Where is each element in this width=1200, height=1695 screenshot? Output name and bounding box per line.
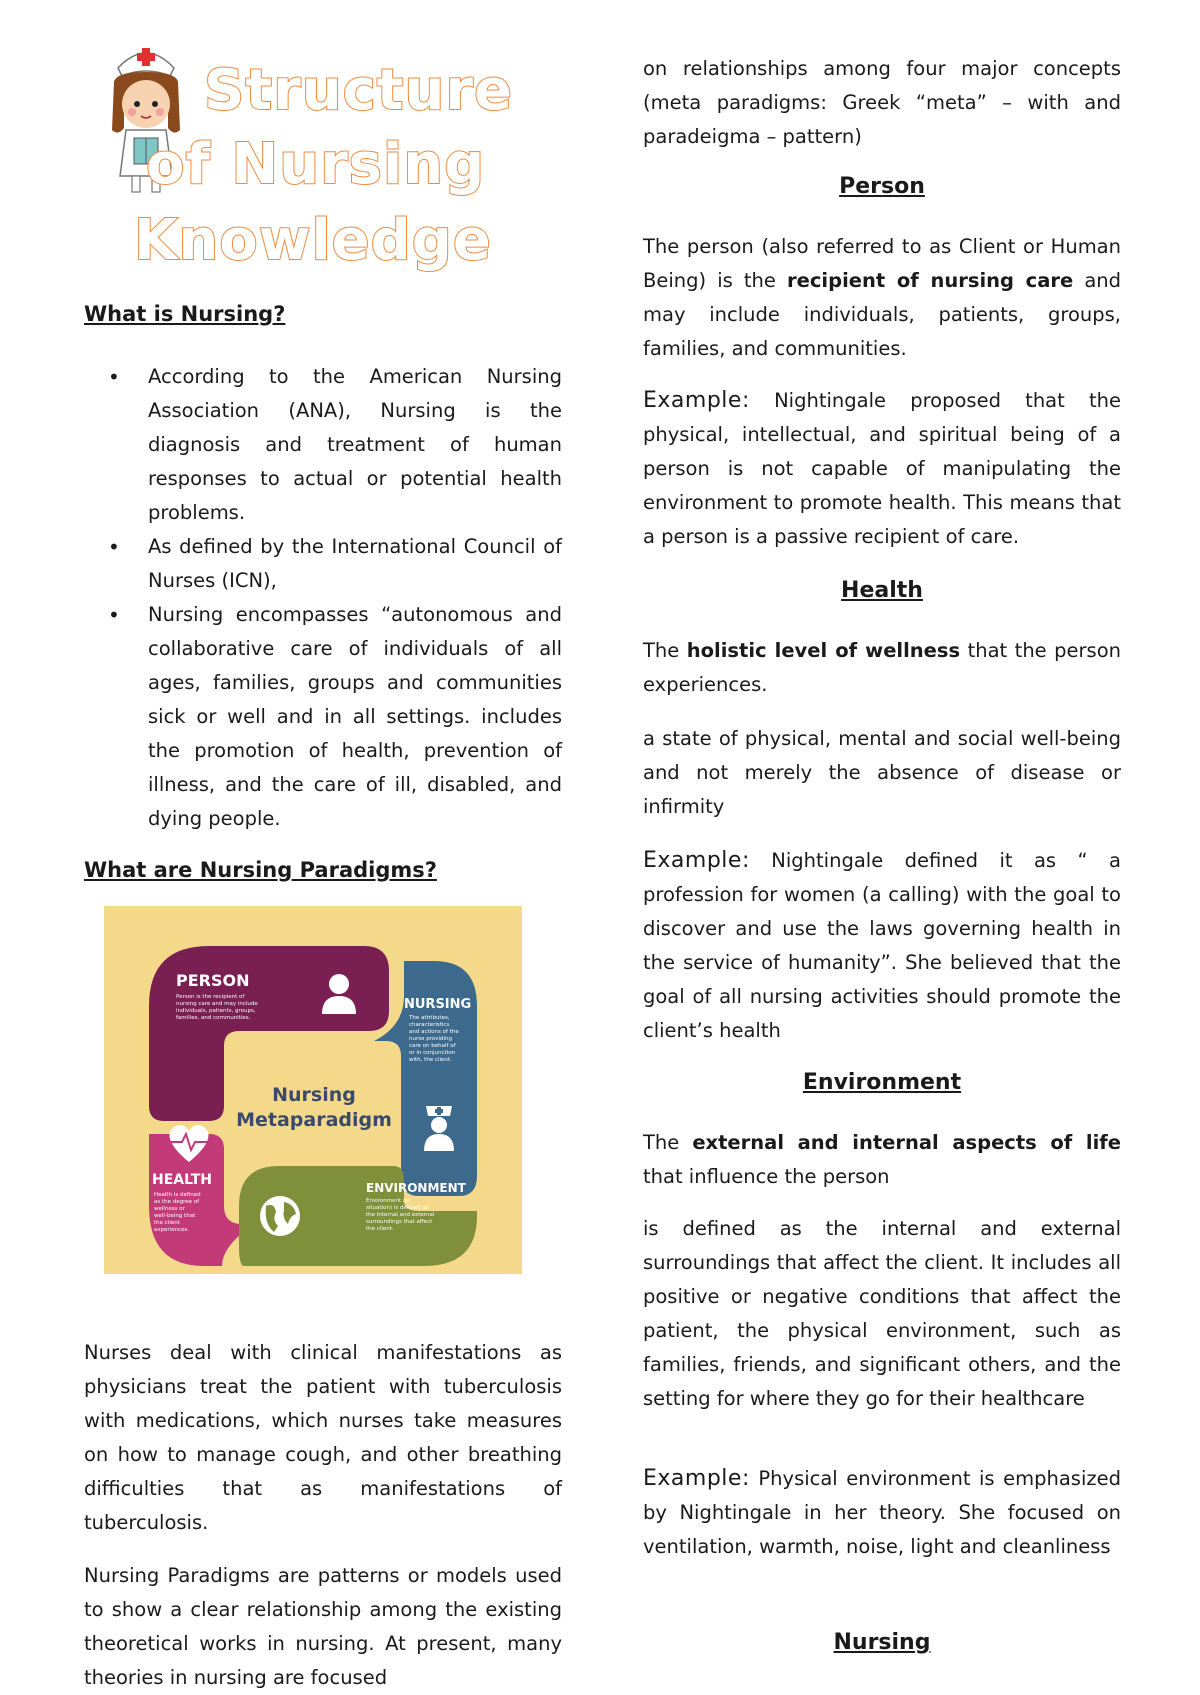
person-desc-line: families, and communities.: [176, 1015, 251, 1021]
metaparadigm-diagram: [104, 906, 522, 1274]
health-desc-line: well-being that: [154, 1213, 196, 1219]
nursing-desc-line: nurse providing: [409, 1036, 453, 1042]
list-item: • As defined by the International Council of Nurses (ICN),: [84, 530, 562, 598]
nursing-desc-line: The attributes,: [409, 1015, 450, 1021]
paragraph-health-example: [643, 844, 1121, 1048]
health-desc-line: Health is defined: [154, 1192, 201, 1198]
metaparadigm-figure: [104, 906, 522, 1274]
env-def-text: that influence the person: [643, 1165, 890, 1188]
example-text: Nightingale proposed that the physical, intellectual, and spiritual being of a person is not capable of manipulating the environment to promote health. This means that a person is a passive recipient of care.: [643, 389, 1121, 548]
health-def-text: that the person experiences.: [643, 639, 1121, 696]
paragraph-intro: on relationships among four major concepts (meta paradigms: Greek “meta” – with and paradeigma – pattern): [643, 57, 1121, 148]
list-item: • According to the American Nursing Association (ANA), Nursing is the diagnosis and treatment of human responses to actual or potential health problems.: [84, 360, 562, 530]
heading-environment: Environment: [802, 1070, 962, 1095]
health-def-text: The: [643, 639, 687, 662]
heading-what-is-nursing: What is Nursing?: [84, 302, 286, 326]
health-label: HEALTH: [152, 1172, 212, 1188]
environment-desc-line: situation) is defined as: [366, 1205, 429, 1211]
example-label: Example:: [643, 848, 750, 873]
heading-nursing-paradigms: What are Nursing Paradigms?: [84, 858, 437, 882]
paragraph-person-example: [643, 384, 1121, 554]
paragraph-clinical-manifestations: Nurses deal with clinical manifestations as physicians treat the patient with tuberculosis with medications, which nurses take measures on how to manage cough, and other breathing difficulties that as manifestations of tuberculosis.: [84, 1341, 562, 1534]
example-text: Physical environment is emphasized by Nightingale in her theory. She focused on ventilation, warmth, noise, light and cleanliness: [643, 1467, 1121, 1558]
environment-desc-line: Environment (or: [366, 1198, 411, 1204]
title-block: [84, 34, 584, 274]
globe-icon: [260, 1196, 300, 1236]
health-desc-line: the client: [154, 1220, 180, 1226]
person-label: PERSON: [176, 971, 250, 990]
figure-center-line-1: Nursing: [272, 1084, 356, 1106]
person-def-emphasis: recipient of nursing care: [787, 269, 1074, 292]
paragraph-person-definition: [643, 230, 1121, 366]
nursing-desc-line: or in conjunction: [409, 1050, 456, 1056]
person-def-text: and may include individuals, patients, groups, families, and communities.: [643, 269, 1122, 360]
person-def-text: The person (also referred to as Client or Human Being) is the: [643, 235, 1121, 292]
paragraph-health-definition: [643, 634, 1121, 702]
nursing-desc-line: care on behalf of: [409, 1043, 456, 1049]
health-desc-line: wellness or: [154, 1206, 185, 1212]
list-item: • Nursing encompasses “autonomous and collaborative care of individuals of all ages, families, groups and communities sick or well and in all settings. includes the promotion of health, prevention of illness, and the care of ill, disabled, and dying people.: [84, 598, 562, 836]
heading-person: Person: [839, 174, 925, 199]
nursing-label: NURSING: [404, 997, 472, 1012]
nursing-desc-line: and actions of the: [409, 1029, 459, 1035]
health-def-emphasis: holistic level of wellness: [686, 639, 961, 662]
paragraph-health-state: a state of physical, mental and social well-being and not merely the absence of disease or infirmity: [643, 727, 1121, 818]
example-label: Example:: [643, 388, 750, 413]
environment-desc-line: the internal and external: [366, 1212, 435, 1218]
nursing-desc-line: characteristics: [409, 1022, 450, 1028]
person-desc-line: individuals, patients, groups,: [176, 1008, 256, 1014]
env-def-text: The: [643, 1131, 693, 1154]
paragraph-environment-surroundings: is defined as the internal and external surroundings that affect the client. It includes all positive or negative conditions that affect the patient, the physical environment, such as families, friends, and significant others, and the setting for where they go for their healthcare: [643, 1217, 1121, 1410]
environment-desc-line: surroundings that affect: [366, 1219, 433, 1225]
paragraph-environment-definition: [643, 1126, 1121, 1194]
example-label: Example:: [643, 1466, 750, 1491]
example-text: Nightingale defined it as “ a profession for women (a calling) with the goal to discover and use the laws governing health in the service of humanity”. She believed that the goal of all nursing activities should promote the client’s health: [643, 849, 1121, 1042]
person-desc-line: nursing care and may include: [176, 1001, 258, 1007]
paragraph-nursing-paradigms: Nursing Paradigms are patterns or models used to show a clear relationship among the existing theoretical works in nursing. At present, many theories in nursing are focused: [84, 1564, 562, 1689]
nursing-desc-line: with, the client.: [409, 1057, 452, 1063]
environment-label: ENVIRONMENT: [366, 1181, 466, 1195]
environment-desc-line: the client.: [366, 1226, 394, 1232]
env-def-emphasis: external and internal aspects of life: [692, 1131, 1121, 1154]
nursing-definition-list: [84, 360, 562, 836]
title-line-3: Knowledge: [134, 208, 492, 273]
figure-center-line-2: Metaparadigm: [236, 1109, 392, 1131]
title-line-2: of Nursing: [146, 132, 486, 197]
heading-health: Health: [841, 578, 923, 603]
health-desc-line: as the degree of: [154, 1199, 200, 1205]
title-line-1: Structure: [204, 58, 514, 123]
health-desc-line: experiences.: [154, 1227, 190, 1233]
paragraph-environment-example: [643, 1462, 1121, 1564]
person-desc-line: Person is the recipient of: [176, 994, 245, 1000]
heading-nursing: Nursing: [833, 1630, 931, 1655]
